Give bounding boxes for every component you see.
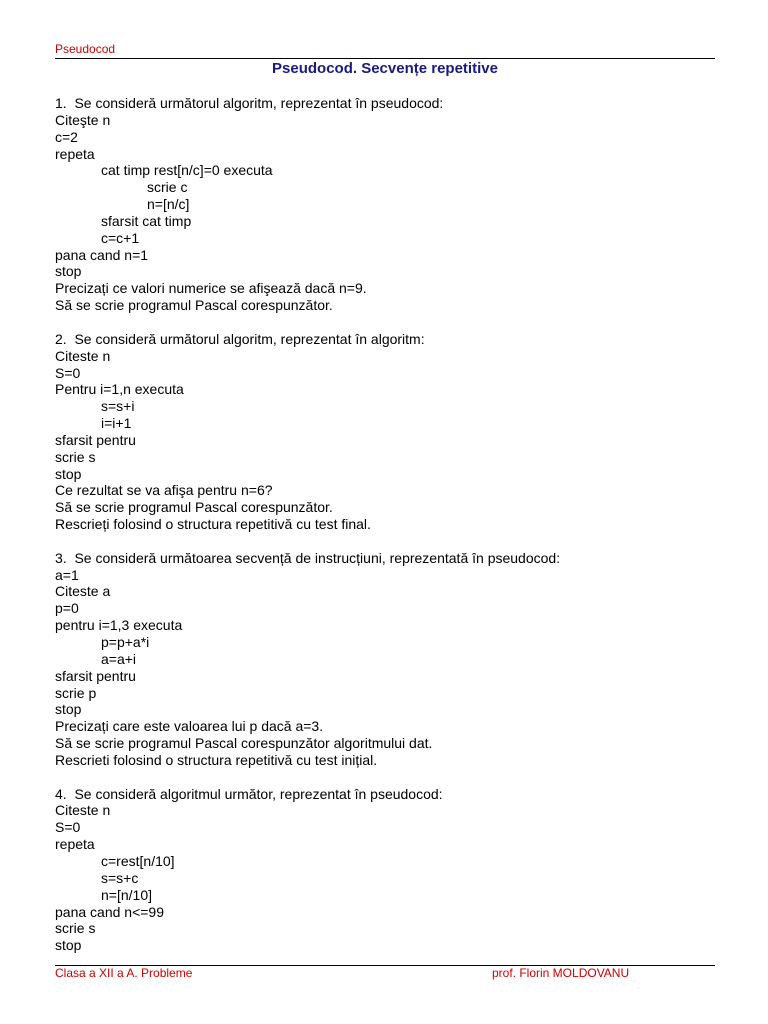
problem-3	[55, 550, 715, 769]
code-line: Citeste a	[55, 583, 111, 600]
running-header: Pseudocod	[55, 42, 116, 56]
code-line: stop	[55, 701, 82, 718]
task-text: Ce rezultat se va afişa pentru n=6?	[55, 482, 273, 499]
code-line: sfarsit pentru	[55, 431, 136, 448]
code-line: c=rest[n/10]	[101, 852, 175, 869]
code-line: stop	[55, 465, 82, 482]
problem-statement: 1. Se consideră următorul algoritm, reprezentat în pseudocod:	[55, 95, 444, 111]
task-text: Să se scrie programul Pascal corespunzător.	[55, 499, 333, 516]
code-line: sfarsit pentru	[55, 667, 136, 684]
task-text: Să se scrie programul Pascal corespunzător.	[55, 297, 333, 314]
code-line: n=[n/10]	[101, 886, 152, 903]
problem-1	[55, 95, 715, 314]
code-line: s=s+i	[101, 398, 135, 415]
code-line: repeta	[55, 145, 95, 162]
problem-statement: 4. Se consideră algoritmul următor, reprezentat în pseudocod:	[55, 785, 443, 802]
problem-2	[55, 331, 715, 533]
code-line: a=1	[55, 566, 79, 583]
code-line: scrie s	[55, 448, 96, 465]
page-title: Pseudocod. Secvențe repetitive	[272, 60, 498, 77]
code-line: pana cand n<=99	[55, 903, 164, 920]
task-text: Precizați ce valori numerice se afişează dacă n=9.	[55, 280, 367, 297]
task-text: Să se scrie programul Pascal corespunzător algoritmului dat.	[55, 735, 433, 752]
code-line: n=[n/c]	[147, 196, 190, 213]
code-line: S=0	[55, 819, 81, 836]
code-line: stop	[55, 263, 82, 280]
problems-content	[55, 95, 715, 954]
task-text: Precizați care este valoarea lui p dacă a=3.	[55, 718, 324, 735]
spacer	[55, 769, 715, 786]
task-text: Rescrieti folosind o structura repetitivă cu test inițial.	[55, 751, 378, 768]
code-line: sfarsit cat timp	[101, 212, 192, 229]
problem-statement: 3. Se consideră următoarea secvență de instrucțiuni, reprezentată în pseudocod:	[55, 549, 561, 566]
code-line: scrie c	[147, 179, 188, 196]
code-line: Citeste n	[55, 802, 111, 819]
code-line: scrie p	[55, 684, 97, 701]
code-line: pana cand n=1	[55, 246, 149, 263]
spacer	[55, 533, 715, 550]
code-line: c=2	[55, 128, 78, 145]
spacer	[55, 314, 715, 331]
code-line: cat timp rest[n/c]=0 executa	[101, 162, 273, 179]
task-text: Rescrieți folosind o structura repetitivă cu test final.	[55, 516, 371, 533]
code-line: a=a+i	[101, 650, 137, 667]
header-divider	[55, 58, 715, 59]
problem-4	[55, 786, 715, 954]
code-line: i=i+1	[101, 415, 132, 432]
code-line: p=0	[55, 600, 79, 617]
problem-statement: 2. Se consideră următorul algoritm, reprezentat în algoritm:	[55, 330, 425, 347]
code-line: pentru i=1,3 executa	[55, 617, 183, 634]
code-line: p=p+a*i	[101, 634, 150, 650]
footer-author: prof. Florin MOLDOVANU	[492, 966, 630, 980]
code-line: S=0	[55, 364, 81, 381]
code-line: Pentru i=1,n executa	[55, 381, 184, 398]
code-line: stop	[55, 937, 82, 954]
code-line: Citeşte n	[55, 111, 111, 128]
code-line: Citeste n	[55, 347, 111, 364]
code-line: scrie s	[55, 920, 96, 937]
code-line: s=s+c	[101, 869, 139, 886]
code-line: c=c+1	[101, 229, 140, 246]
code-line: repeta	[55, 836, 95, 853]
footer-class-label: Clasa a XII a A. Probleme	[55, 966, 193, 980]
